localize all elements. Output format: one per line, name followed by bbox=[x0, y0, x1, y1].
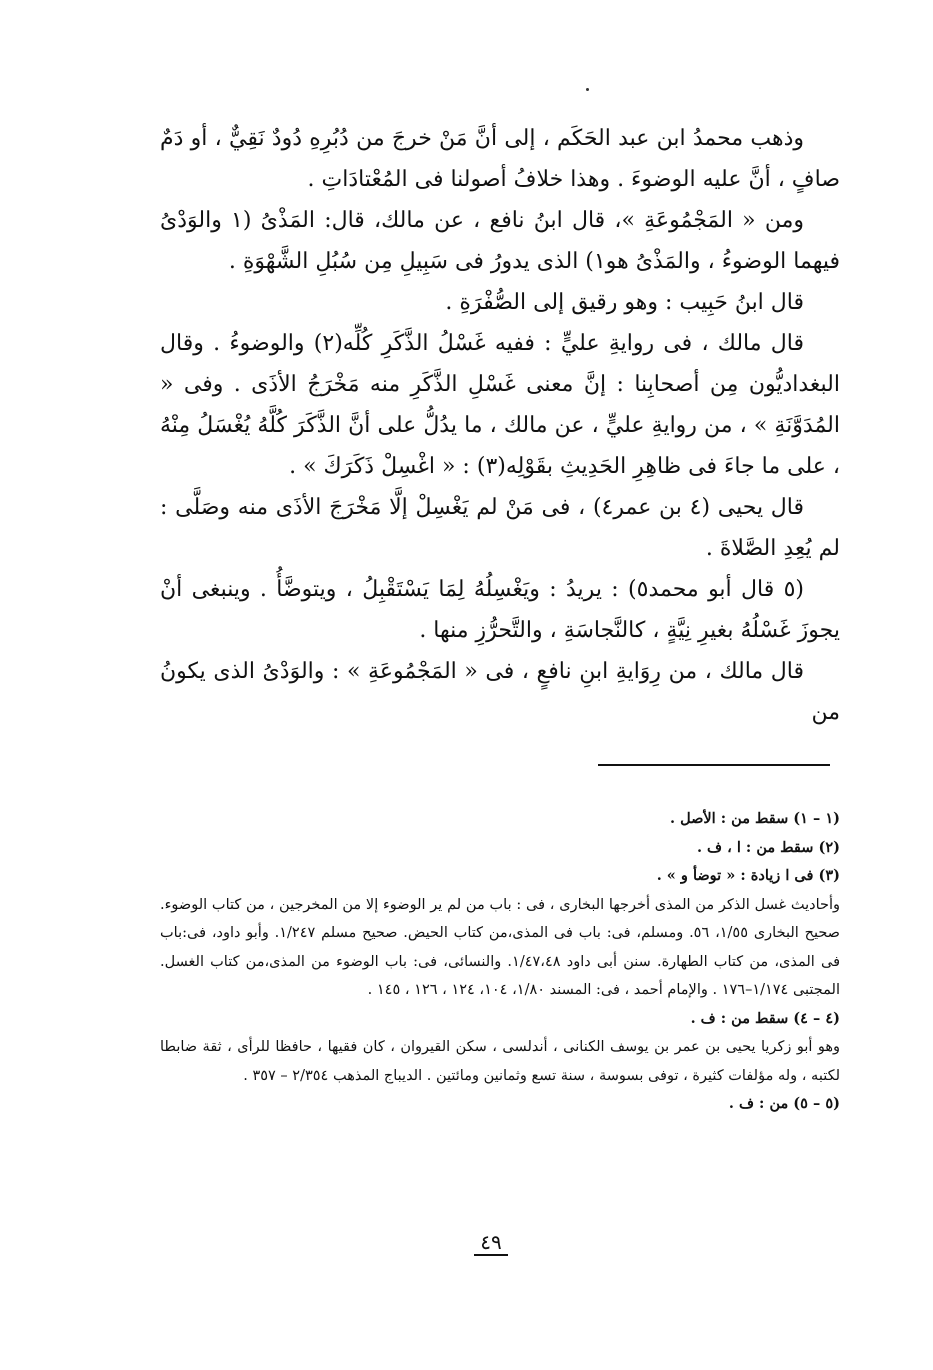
page-number-text: ٤٩ bbox=[474, 1230, 507, 1256]
paragraph-5: قال يحيى (٤ بن عمر٤) ، فى مَنْ لم يَغْسِلْ إلَّا مَخْرَجَ الأذَى منه وصَلَّى : لم يُعِدِ الصَّلاةَ . bbox=[160, 495, 840, 561]
speck bbox=[586, 88, 589, 91]
paragraph-7: قال مالك ، من رِوَايةِ ابنِ نافعٍ ، فى « المَجْمُوعَةِ » : والوَدْىُ الذى يكونُ من bbox=[160, 659, 840, 725]
footnote-3: (٣) فى ا زيادة : « توضأ و » . bbox=[656, 867, 840, 884]
footnote-divider bbox=[598, 764, 830, 766]
paragraph-1: وذهب محمدُ ابن عبد الحَكَم ، إلى أنَّ مَنْ خرجَ من دُبُرِهِ دُودٌ نَقِيٌّ ، أو دَمٌ صافٍ ، أنَّ عليه الوضوءَ . وهذا خلافُ أصولنا فى المُعْتادَاتِ . bbox=[160, 126, 840, 192]
main-text bbox=[160, 118, 840, 733]
paragraph-6: (٥ قال أبو محمد٥) : يريدُ : ويَغْسِلُهُ لِمَا يَسْتَقْبِلُ ، ويتوضَّأُ . وينبغى أنْ يجوزَ غَسْلُهُ بغيرِ نِيَّةٍ ، كالنَّجاسَةِ ، والتَّحرُّزِ منها . bbox=[160, 577, 840, 643]
footnote-4: (٤ – ٤) سقط من : ف . bbox=[690, 1009, 840, 1027]
page-number bbox=[466, 1228, 516, 1256]
footnote-1: (١ – ١) سقط من : الأصل . bbox=[670, 810, 840, 827]
footnote-2: (٢) سقط من : ا ، ف . bbox=[696, 838, 840, 856]
footnote-5: (٥ – ٥) من : ف . bbox=[728, 1095, 840, 1112]
paragraph-3: قال ابنُ حَبِيب : وهو رقيق إلى الصُّفْرَةِ . bbox=[445, 290, 804, 315]
footnotes bbox=[160, 805, 840, 1119]
paragraph-2: ومن « المَجْمُوعَةِ »، قال ابنُ نافع ، عن مالك، قال: المَذْىُ (١ والوَدْىُ فيهما الوضوءُ ، والمَذْىُ هو١) الذى يدورُ فى سَبِيلِ مِن سُبُلِ الشَّهْوَةِ . bbox=[160, 208, 840, 274]
paragraph-4: قال مالك ، فى روايةِ عليٍّ : ففيه غَسْلُ الذَّكَرِ كُلِّه(٢) والوضوءُ . وقال البغداديُّون مِن أصحابِنا : إنَّ معنى غَسْلِ الذَّكَرِ منه مَخْرَجُ الأذَى . وفى « المُدَوَّنَةِ » ، من روايةِ عليٍّ ، عن مالك ، ما يدُلُّ على أنَّ الذَّكَرَ كُلَّهُ يُغْسَلُ مِنْهُ ، على ما جاءَ فى ظاهِرِ الحَدِيثِ بقَوْلِه(٣) : « اغْسِلْ ذَكَرَكَ » . bbox=[160, 331, 840, 479]
footnote-4-detail: وهو أبو زكريا يحيى بن عمر بن يوسف الكنانى ، أندلسى ، سكن القيروان ، كان فقيها ، حافظا للرأى ، ثقة ضابطا لكتبه ، وله مؤلفات كثيرة ، توفى بسوسة ، سنة تسع وثمانين ومائتين . الديباج المذهب ٢/٣٥٤ – ٣٥٧ . bbox=[160, 1039, 840, 1084]
footnote-3-detail: وأحاديث غسل الذكر من المذى أخرجها البخارى ، فى : باب من لم ير الوضوء إلا من المخرجين ، من كتاب الوضوء. صحيح البخارى ١/٥٥، ٥٦. ومسلم، فى: باب فى المذى،من كتاب الحيض. صحيح مسلم ١/٢٤٧. وأبو داود، فى:باب فى المذى، من كتاب الطهارة. سنن أبى داود ١/٤٧،٤٨. والنسائى، فى: باب الوضوء من المذى،من كتاب الغسل. المجتبى ١/١٧٤–١٧٦ . والإمام أحمد ، فى: المسند ١/٨٠، ١٠٤، ١٢٤ ، ١٢٦ ، ١٤٥ . bbox=[160, 896, 840, 998]
